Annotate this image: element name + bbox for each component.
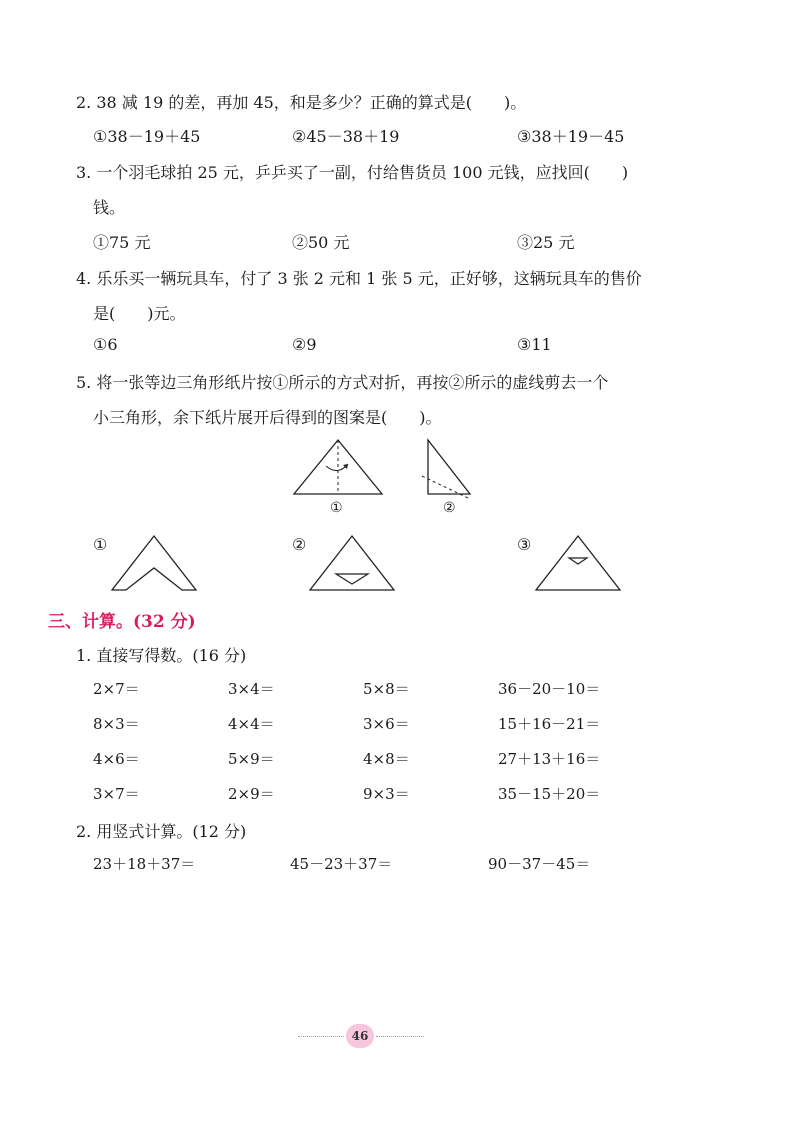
q5-option-3-figure <box>534 534 622 592</box>
q3-option-3: ③25 元 <box>517 233 575 252</box>
calc-item: 2×7＝ <box>93 680 140 698</box>
fold-figure-2-label: ② <box>443 500 456 516</box>
calc-item: 2×9＝ <box>228 785 275 803</box>
q3-option-2: ②50 元 <box>292 233 350 252</box>
fold-figure-1-label: ① <box>330 500 343 516</box>
q4-stem-line1: 4. 乐乐买一辆玩具车，付了 3 张 2 元和 1 张 5 元，正好够，这辆玩具车的售价 <box>76 269 642 288</box>
q3-option-1: ①75 元 <box>93 233 151 252</box>
calc-item: 3×7＝ <box>93 785 140 803</box>
q5-option-2-label: ② <box>292 535 307 554</box>
section3-title: 三、计算。(32 分) <box>48 612 196 632</box>
calc-item: 27＋13＋16＝ <box>498 750 601 768</box>
q5-stem-line1: 5. 将一张等边三角形纸片按①所示的方式对折，再按②所示的虚线剪去一个 <box>76 373 609 392</box>
q4-option-3: ③11 <box>517 335 552 354</box>
q5-option-2-figure <box>308 534 396 592</box>
q2-option-2: ②45－38＋19 <box>292 127 400 146</box>
fold-figure-2 <box>418 436 478 500</box>
footer-divider-left <box>298 1036 344 1037</box>
q3-stem-line2: 钱。 <box>93 198 126 217</box>
footer-divider-right <box>376 1036 424 1037</box>
q4-option-2: ②9 <box>292 335 317 354</box>
q5-stem-line2: 小三角形，余下纸片展开后得到的图案是( )。 <box>93 408 442 427</box>
q2-stem: 2. 38 减 19 的差，再加 45，和是多少？正确的算式是( )。 <box>76 93 527 112</box>
calc-item: 5×9＝ <box>228 750 275 768</box>
vertical-calc-item: 90－37－45＝ <box>488 855 591 873</box>
calc-item: 36－20－10＝ <box>498 680 601 698</box>
vertical-calc-item: 45－23＋37＝ <box>290 855 393 873</box>
calc-item: 4×4＝ <box>228 715 275 733</box>
q3-stem-line1: 3. 一个羽毛球拍 25 元，乒乒买了一副，付给售货员 100 元钱，应找回( ) <box>76 163 629 182</box>
vertical-calc-item: 23＋18＋37＝ <box>93 855 196 873</box>
calc-item: 4×8＝ <box>363 750 410 768</box>
q5-option-1-figure <box>110 534 198 592</box>
calc-item: 9×3＝ <box>363 785 410 803</box>
calc-item: 15＋16－21＝ <box>498 715 601 733</box>
fold-figure-1 <box>290 436 386 500</box>
calc-item: 8×3＝ <box>93 715 140 733</box>
calc-item: 4×6＝ <box>93 750 140 768</box>
q2-option-1: ①38－19＋45 <box>93 127 201 146</box>
section3-sub2-title: 2. 用竖式计算。(12 分) <box>76 822 247 841</box>
page-number: 46 <box>346 1024 374 1048</box>
q4-option-1: ①6 <box>93 335 118 354</box>
q5-option-3-label: ③ <box>517 535 532 554</box>
calc-item: 5×8＝ <box>363 680 410 698</box>
q4-stem-line2: 是( )元。 <box>93 304 186 323</box>
section3-sub1-title: 1. 直接写得数。(16 分) <box>76 646 247 665</box>
calc-item: 35－15＋20＝ <box>498 785 601 803</box>
calc-item: 3×6＝ <box>363 715 410 733</box>
q5-option-1-label: ① <box>93 535 108 554</box>
calc-item: 3×4＝ <box>228 680 275 698</box>
q2-option-3: ③38＋19－45 <box>517 127 625 146</box>
